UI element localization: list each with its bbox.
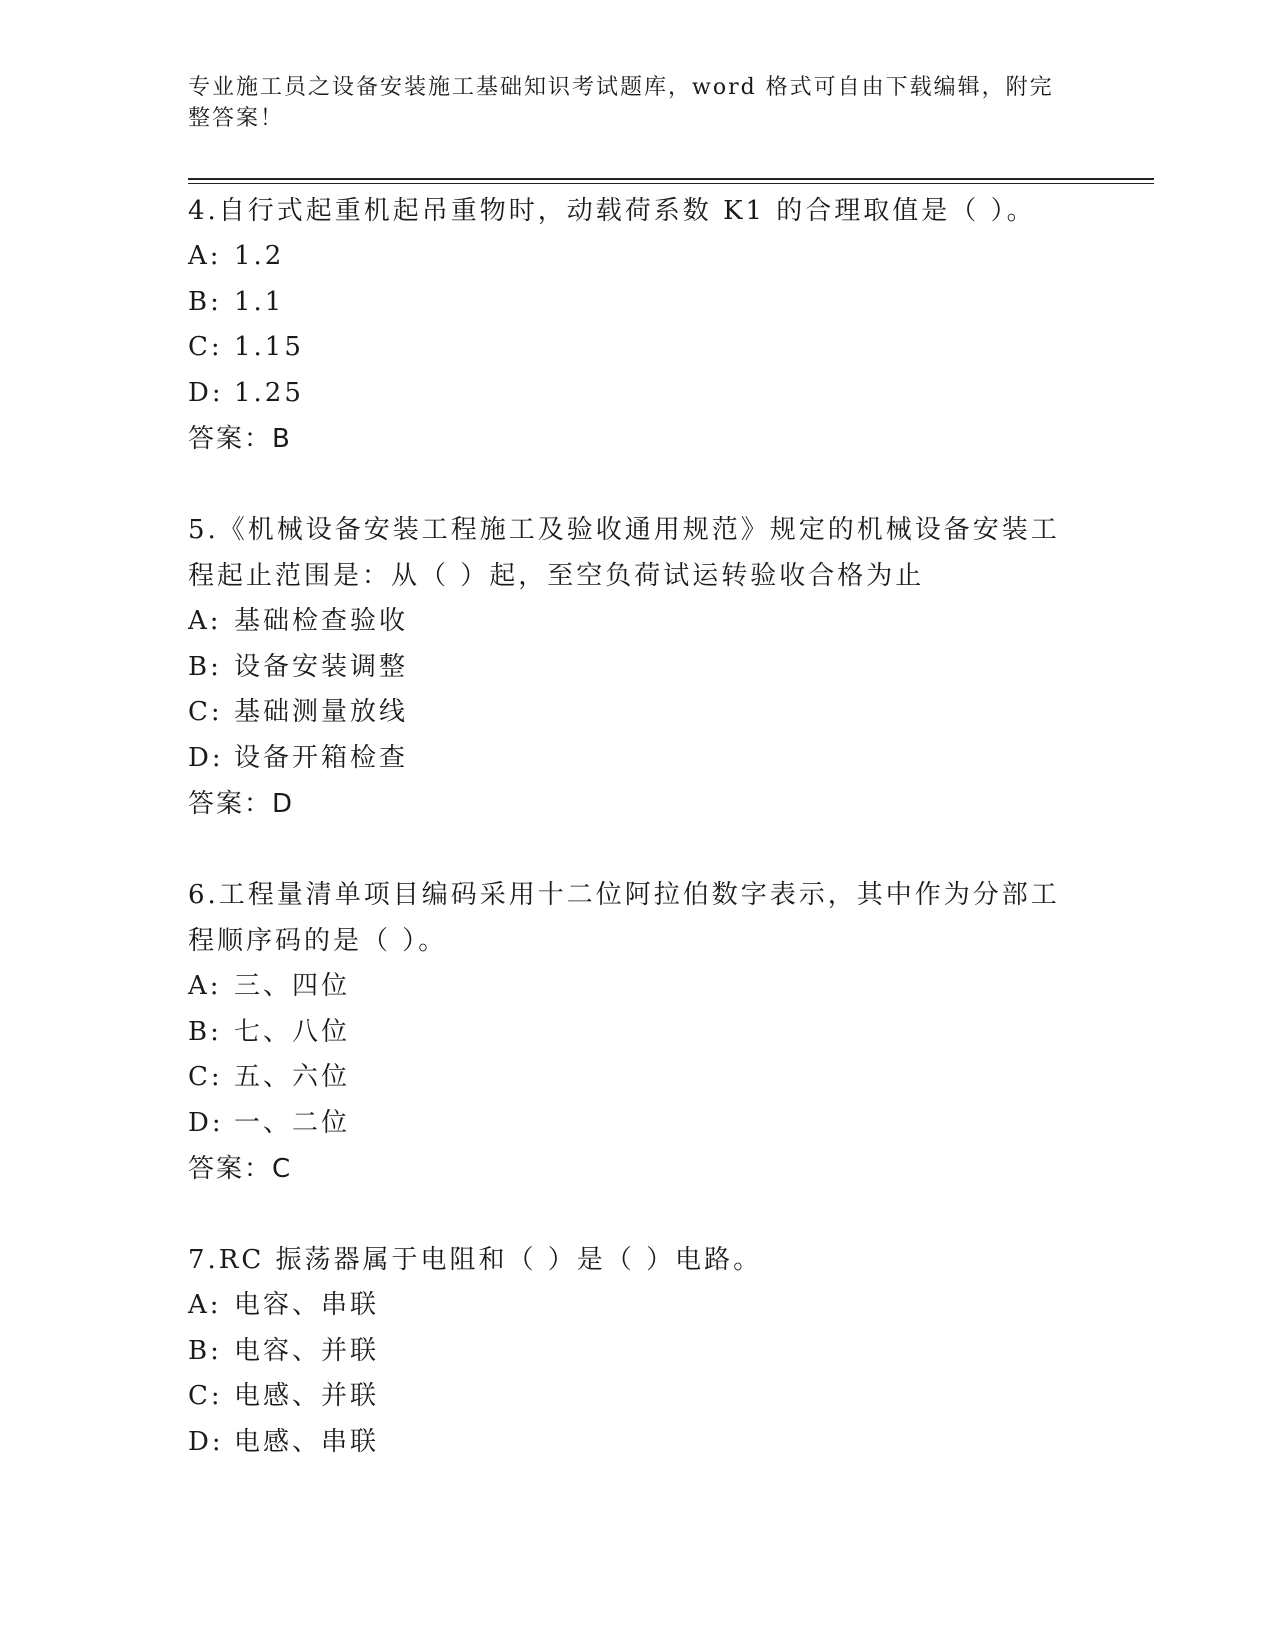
option-text: 设备安装调整 — [234, 651, 409, 682]
option-text: 五、六位 — [234, 1062, 351, 1092]
option-text: 电感、并联 — [234, 1381, 380, 1411]
option-b — [188, 280, 1068, 326]
option-d — [188, 736, 1068, 782]
option-c — [188, 1055, 1068, 1101]
option-text: 三、四位 — [234, 971, 351, 1001]
option-letter: A: — [188, 241, 222, 271]
option-letter: C: — [188, 1062, 223, 1092]
option-text: 基础测量放线 — [234, 697, 409, 727]
question-7 — [188, 1237, 1068, 1465]
option-text: 设备开箱检查 — [234, 742, 409, 773]
option-a — [188, 964, 1068, 1010]
option-a — [188, 234, 1068, 280]
spacer — [188, 462, 1068, 507]
question-text: 5.《机械设备安装工程施工及验收通用规范》规定的机械设备安装工程起止范围是：从（ ）起，至空负荷试运转验收合格为止 — [188, 515, 1060, 591]
option-letter: A: — [188, 971, 222, 1001]
question-6 — [188, 872, 1068, 1192]
option-letter: B: — [188, 286, 222, 317]
option-c — [188, 1374, 1068, 1420]
option-a — [188, 1283, 1068, 1329]
option-text: 一、二位 — [234, 1107, 351, 1138]
option-text: 1.2 — [234, 241, 285, 271]
option-text: 1.25 — [234, 377, 304, 408]
header-rule-thin — [188, 183, 1154, 184]
answer-text: 答案：D — [188, 789, 295, 819]
option-text: 电容、并联 — [234, 1335, 380, 1366]
option-text: 1.15 — [234, 332, 304, 362]
question-list — [188, 188, 1068, 1465]
spacer — [188, 1192, 1068, 1237]
option-letter: A: — [188, 1290, 222, 1320]
option-d — [188, 371, 1068, 417]
option-letter: D: — [188, 1426, 224, 1457]
option-letter: C: — [188, 697, 223, 727]
option-letter: D: — [188, 742, 224, 773]
question-text: 7.RC 振荡器属于电阻和（ ）是（ ）电路。 — [188, 1245, 763, 1275]
option-text: 基础检查验收 — [234, 606, 409, 636]
option-b — [188, 1329, 1068, 1375]
answer-text: 答案：B — [188, 424, 292, 454]
question-5 — [188, 507, 1068, 827]
option-letter: D: — [188, 1107, 224, 1138]
option-text: 电感、串联 — [234, 1426, 380, 1457]
option-letter: B: — [188, 651, 222, 682]
option-c — [188, 325, 1068, 371]
option-text: 七、八位 — [234, 1016, 351, 1047]
document-header: 专业施工员之设备安装施工基础知识考试题库，word 格式可自由下载编辑，附完整答案！ — [188, 75, 1054, 131]
question-text: 4.自行式起重机起吊重物时，动载荷系数 K1 的合理取值是（ ）。 — [188, 196, 1036, 226]
header-rule-thick — [188, 178, 1154, 180]
option-a — [188, 599, 1068, 645]
spacer — [188, 827, 1068, 872]
question-4 — [188, 188, 1068, 462]
option-d — [188, 1101, 1068, 1147]
option-text: 1.1 — [234, 286, 285, 317]
option-letter: A: — [188, 606, 222, 636]
option-letter: B: — [188, 1335, 222, 1366]
option-d — [188, 1420, 1068, 1466]
option-text: 电容、串联 — [234, 1290, 380, 1320]
option-c — [188, 690, 1068, 736]
option-letter: C: — [188, 332, 223, 362]
answer-text: 答案：C — [188, 1154, 293, 1184]
question-text: 6.工程量清单项目编码采用十二位阿拉伯数字表示，其中作为分部工程顺序码的是（ ）。 — [188, 880, 1060, 956]
option-letter: B: — [188, 1016, 222, 1047]
option-b — [188, 645, 1068, 691]
option-b — [188, 1010, 1068, 1056]
option-letter: D: — [188, 377, 224, 408]
option-letter: C: — [188, 1381, 223, 1411]
